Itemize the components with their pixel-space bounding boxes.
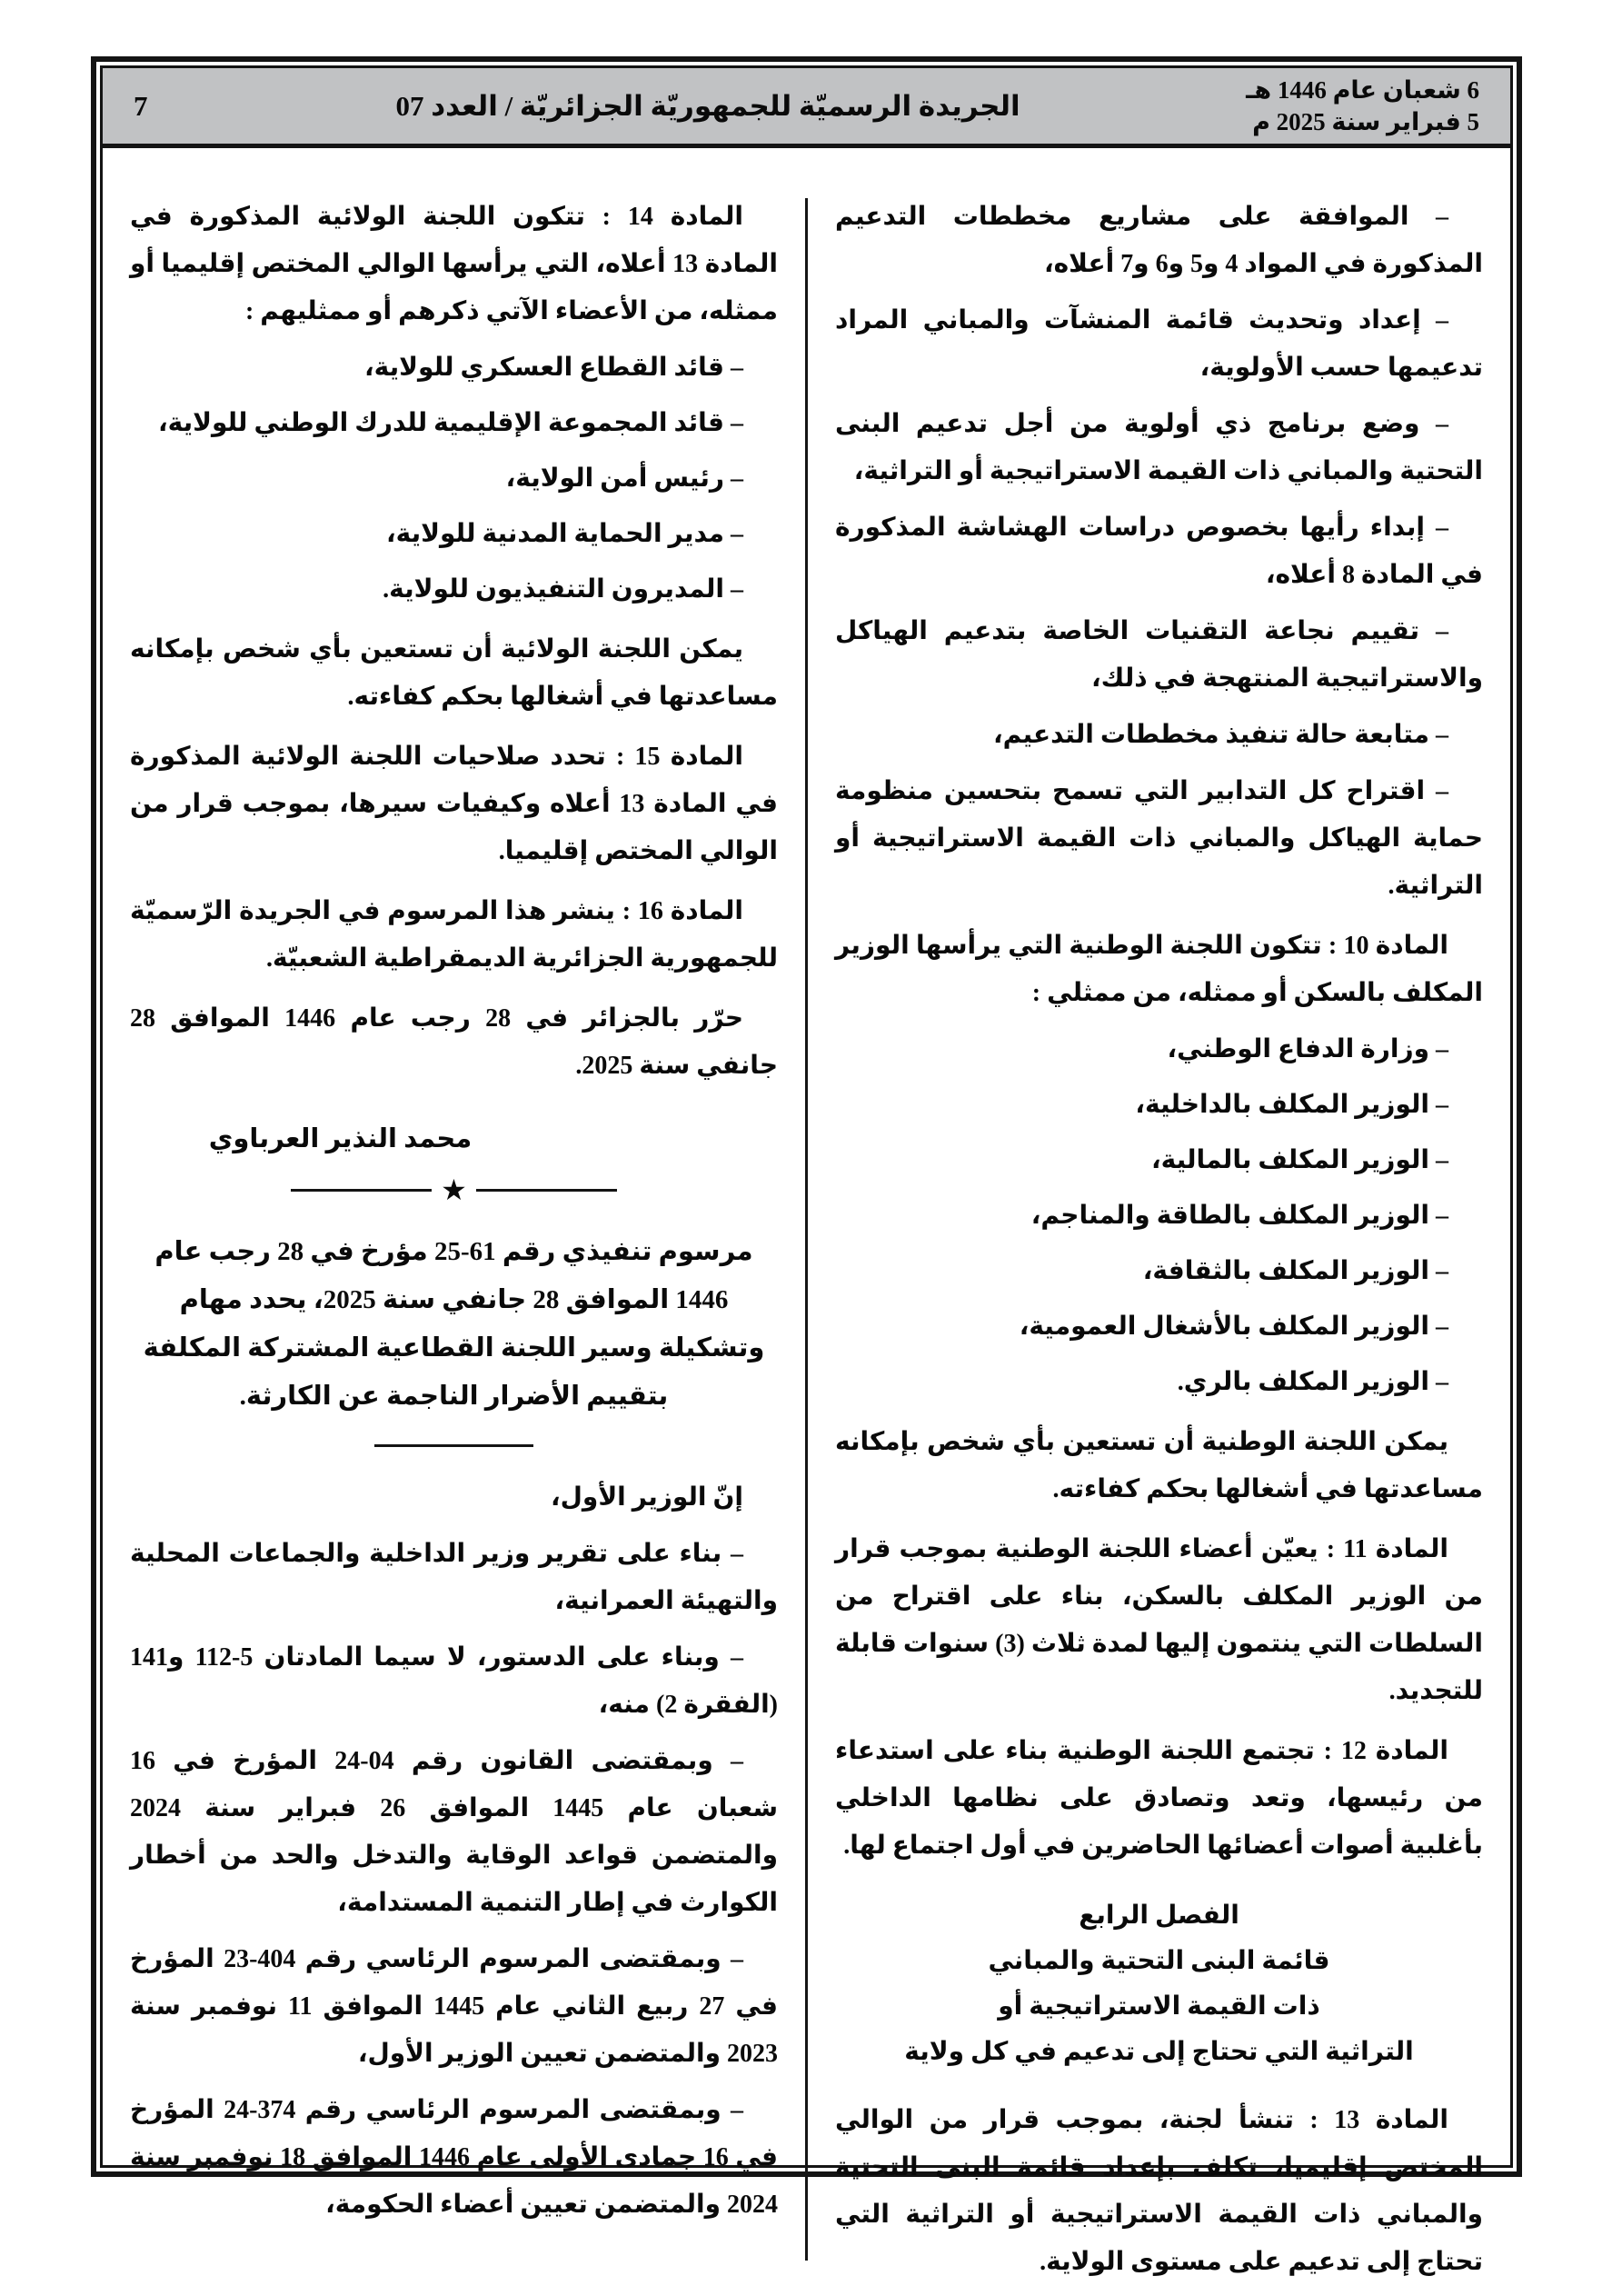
- page-number: 7: [134, 89, 148, 122]
- list-item: – الوزير المكلف بالداخلية،: [1135, 1091, 1448, 1119]
- article-12: المادة 12 : تجتمع اللجنة الوطنية بناء على استدعاء من رئيسها، وتعد وتصادق على نظامها الداخلي بأغلبية أصوات أعضائها الحاضرين في أول اجتماع لها.: [835, 1737, 1483, 1860]
- article-16: المادة 16 : ينشر هذا المرسوم في الجريدة الرّسميّة للجمهورية الجزائرية الديمقراطية الشعبيّة.: [130, 897, 778, 973]
- signature-name: محمد النذير العرباوي: [208, 1124, 473, 1153]
- page-frame-inner: [100, 65, 1513, 2276]
- visa-item: – وبناء على الدستور، لا سيما المادتان 5-112 و141 (الفقرة 2) منه،: [130, 1643, 778, 1719]
- section-separator: [374, 1444, 533, 1447]
- column-divider: [805, 198, 808, 2261]
- list-item: – رئيس أمن الولاية،: [505, 464, 743, 493]
- content-columns: [103, 148, 1510, 2295]
- list-item: – قائد القطاع العسكري للولاية،: [364, 354, 743, 382]
- paragraph: يمكن اللجنة الولائية أن تستعين بأي شخص بإمكانه مساعدتها في أشغالها بحكم كفاءته.: [130, 635, 778, 711]
- article-13: المادة 13 : تنشأ لجنة، بموجب قرار من الوالي المختص إقليميا، تكلف بإعداد قائمة البنى التحتية والمباني ذات القيمة الاستراتيجية أو التراثية التي تحتاج إلى تدعيم على مستوى الولاية.: [835, 2106, 1483, 2276]
- list-item: – الوزير المكلف بالري.: [1177, 1368, 1448, 1396]
- list-item: – الموافقة على مشاريع مخططات التدعيم المذكورة في المواد 4 و5 و6 و7 أعلاه،: [835, 203, 1483, 278]
- chapter-heading-line: التراثية التي تحتاج إلى تدعيم في كل ولاية: [904, 2038, 1414, 2066]
- gazette-title: الجريدة الرسميّة للجمهوريّة الجزائريّة / العدد 07: [395, 89, 1020, 122]
- date-hijri: 6 شعبان عام 1446 هـ: [1246, 75, 1479, 104]
- list-item: – الوزير المكلف بالمالية،: [1150, 1146, 1448, 1174]
- list-item: – قائد المجموعة الإقليمية للدرك الوطني للولاية،: [157, 409, 743, 437]
- star-icon: ★: [441, 1173, 467, 1207]
- separator-rule: [476, 1189, 617, 1192]
- list-item: – إبداء رأيها بخصوص دراسات الهشاشة المذكورة في المادة 8 أعلاه،: [835, 514, 1483, 589]
- list-item: – وضع برنامج ذي أولوية من أجل تدعيم البنى التحتية والمباني ذات القيمة الاستراتيجية أو التراثية،: [835, 410, 1483, 485]
- signed-at-line: حرّر بالجزائر في 28 رجب عام 1446 الموافق 28 جانفي سنة 2025.: [130, 1004, 778, 1080]
- chapter-heading-line: الفصل الرابع: [1079, 1902, 1239, 1930]
- paragraph: يمكن اللجنة الوطنية أن تستعين بأي شخص بإمكانه مساعدتها في أشغالها بحكم كفاءته.: [835, 1428, 1483, 1503]
- premier-line: إنّ الوزير الأول،: [551, 1483, 743, 1512]
- article-14: المادة 14 : تتكون اللجنة الولائية المذكورة في المادة 13 أعلاه، التي يرأسها الوالي المختص إقليميا أو ممثله، من الأعضاء الآتي ذكرهم أو ممثليهم :: [130, 203, 779, 325]
- article-11: المادة 11 : يعيّن أعضاء اللجنة الوطنية بموجب قرار من الوزير المكلف بالسكن، بناء على اقتراح من السلطات التي ينتمون إليها لمدة ثلاث (3) سنوات قابلة للتجديد.: [835, 1535, 1483, 1705]
- chapter-heading-line: ذات القيمة الاستراتيجية أو: [998, 1992, 1320, 2021]
- visa-item: – بناء على تقرير وزير الداخلية والجماعات المحلية والتهيئة العمرانية،: [130, 1540, 778, 1615]
- separator-rule: [291, 1189, 432, 1192]
- article-15: المادة 15 : تحدد صلاحيات اللجنة الولائية المذكورة في المادة 13 أعلاه وكيفيات سيرها، بموجب قرار من الوالي المختص إقليميا.: [130, 743, 778, 865]
- visa-item: – وبمقتضى المرسوم الرئاسي رقم 374-24 المؤرخ في 16 جمادى الأولى عام 1446 الموافق 18 نوفمبر سنة 2024 والمتضمن تعيين أعضاء الحكومة،: [130, 2096, 778, 2219]
- date-gregorian: 5 فبراير سنة 2025 م: [1252, 107, 1479, 135]
- list-item: – إعداد وتحديث قائمة المنشآت والمباني المراد تدعيمها حسب الأولوية،: [835, 306, 1483, 382]
- chapter-heading: [835, 1893, 1483, 2075]
- visa-item: – وبمقتضى القانون رقم 04-24 المؤرخ في 16 شعبان عام 1445 الموافق 26 فبراير سنة 2024 والمتضمن قواعد الوقاية والتدخل والحد من أخطار الكوارث في إطار التنمية المستدامة،: [130, 1747, 779, 1917]
- visa-item: – وبمقتضى المرسوم الرئاسي رقم 404-23 المؤرخ في 27 ربيع الثاني عام 1445 الموافق 11 نوفمبر سنة 2023 والمتضمن تعيين الوزير الأول،: [130, 1945, 779, 2068]
- page-header: [103, 68, 1510, 148]
- list-item: – الوزير المكلف بالثقافة،: [1142, 1257, 1448, 1285]
- chapter-heading-line: قائمة البنى التحتية والمباني: [988, 1947, 1330, 1975]
- list-item: – مدير الحماية المدنية للولاية،: [386, 520, 743, 548]
- decree-title: مرسوم تنفيذي رقم 61-25 مؤرخ في 28 رجب عام 1446 الموافق 28 جانفي سنة 2025، يحدد مهام وتشكيلة وسير اللجنة القطاعية المشتركة المكلفة بتقييم الأضرار الناجمة عن الكارثة.: [143, 1237, 765, 1411]
- article-10: المادة 10 : تتكون اللجنة الوطنية التي يرأسها الوزير المكلف بالسكن أو ممثله، من ممثلي :: [835, 932, 1483, 1007]
- list-item: – تقييم نجاعة التقنيات الخاصة بتدعيم الهياكل والاستراتيجية المنتهجة في ذلك،: [835, 617, 1483, 693]
- list-item: – الوزير المكلف بالطاقة والمناجم،: [1030, 1202, 1448, 1230]
- issue-date-block: [1246, 75, 1479, 138]
- page-frame: [91, 56, 1522, 2276]
- list-item: – وزارة الدفاع الوطني،: [1167, 1035, 1448, 1063]
- column-right: [808, 148, 1510, 2295]
- list-item: – المديرون التنفيذيون للولاية.: [383, 575, 743, 604]
- list-item: – الوزير المكلف بالأشغال العمومية،: [1019, 1313, 1448, 1341]
- star-separator: [130, 1173, 778, 1207]
- list-item: – متابعة حالة تنفيذ مخططات التدعيم،: [992, 721, 1448, 749]
- column-left: [103, 148, 805, 2295]
- list-item: – اقتراح كل التدابير التي تسمح بتحسين منظومة حماية الهياكل والمباني ذات القيمة الاستراتيجية أو التراثية.: [835, 777, 1483, 900]
